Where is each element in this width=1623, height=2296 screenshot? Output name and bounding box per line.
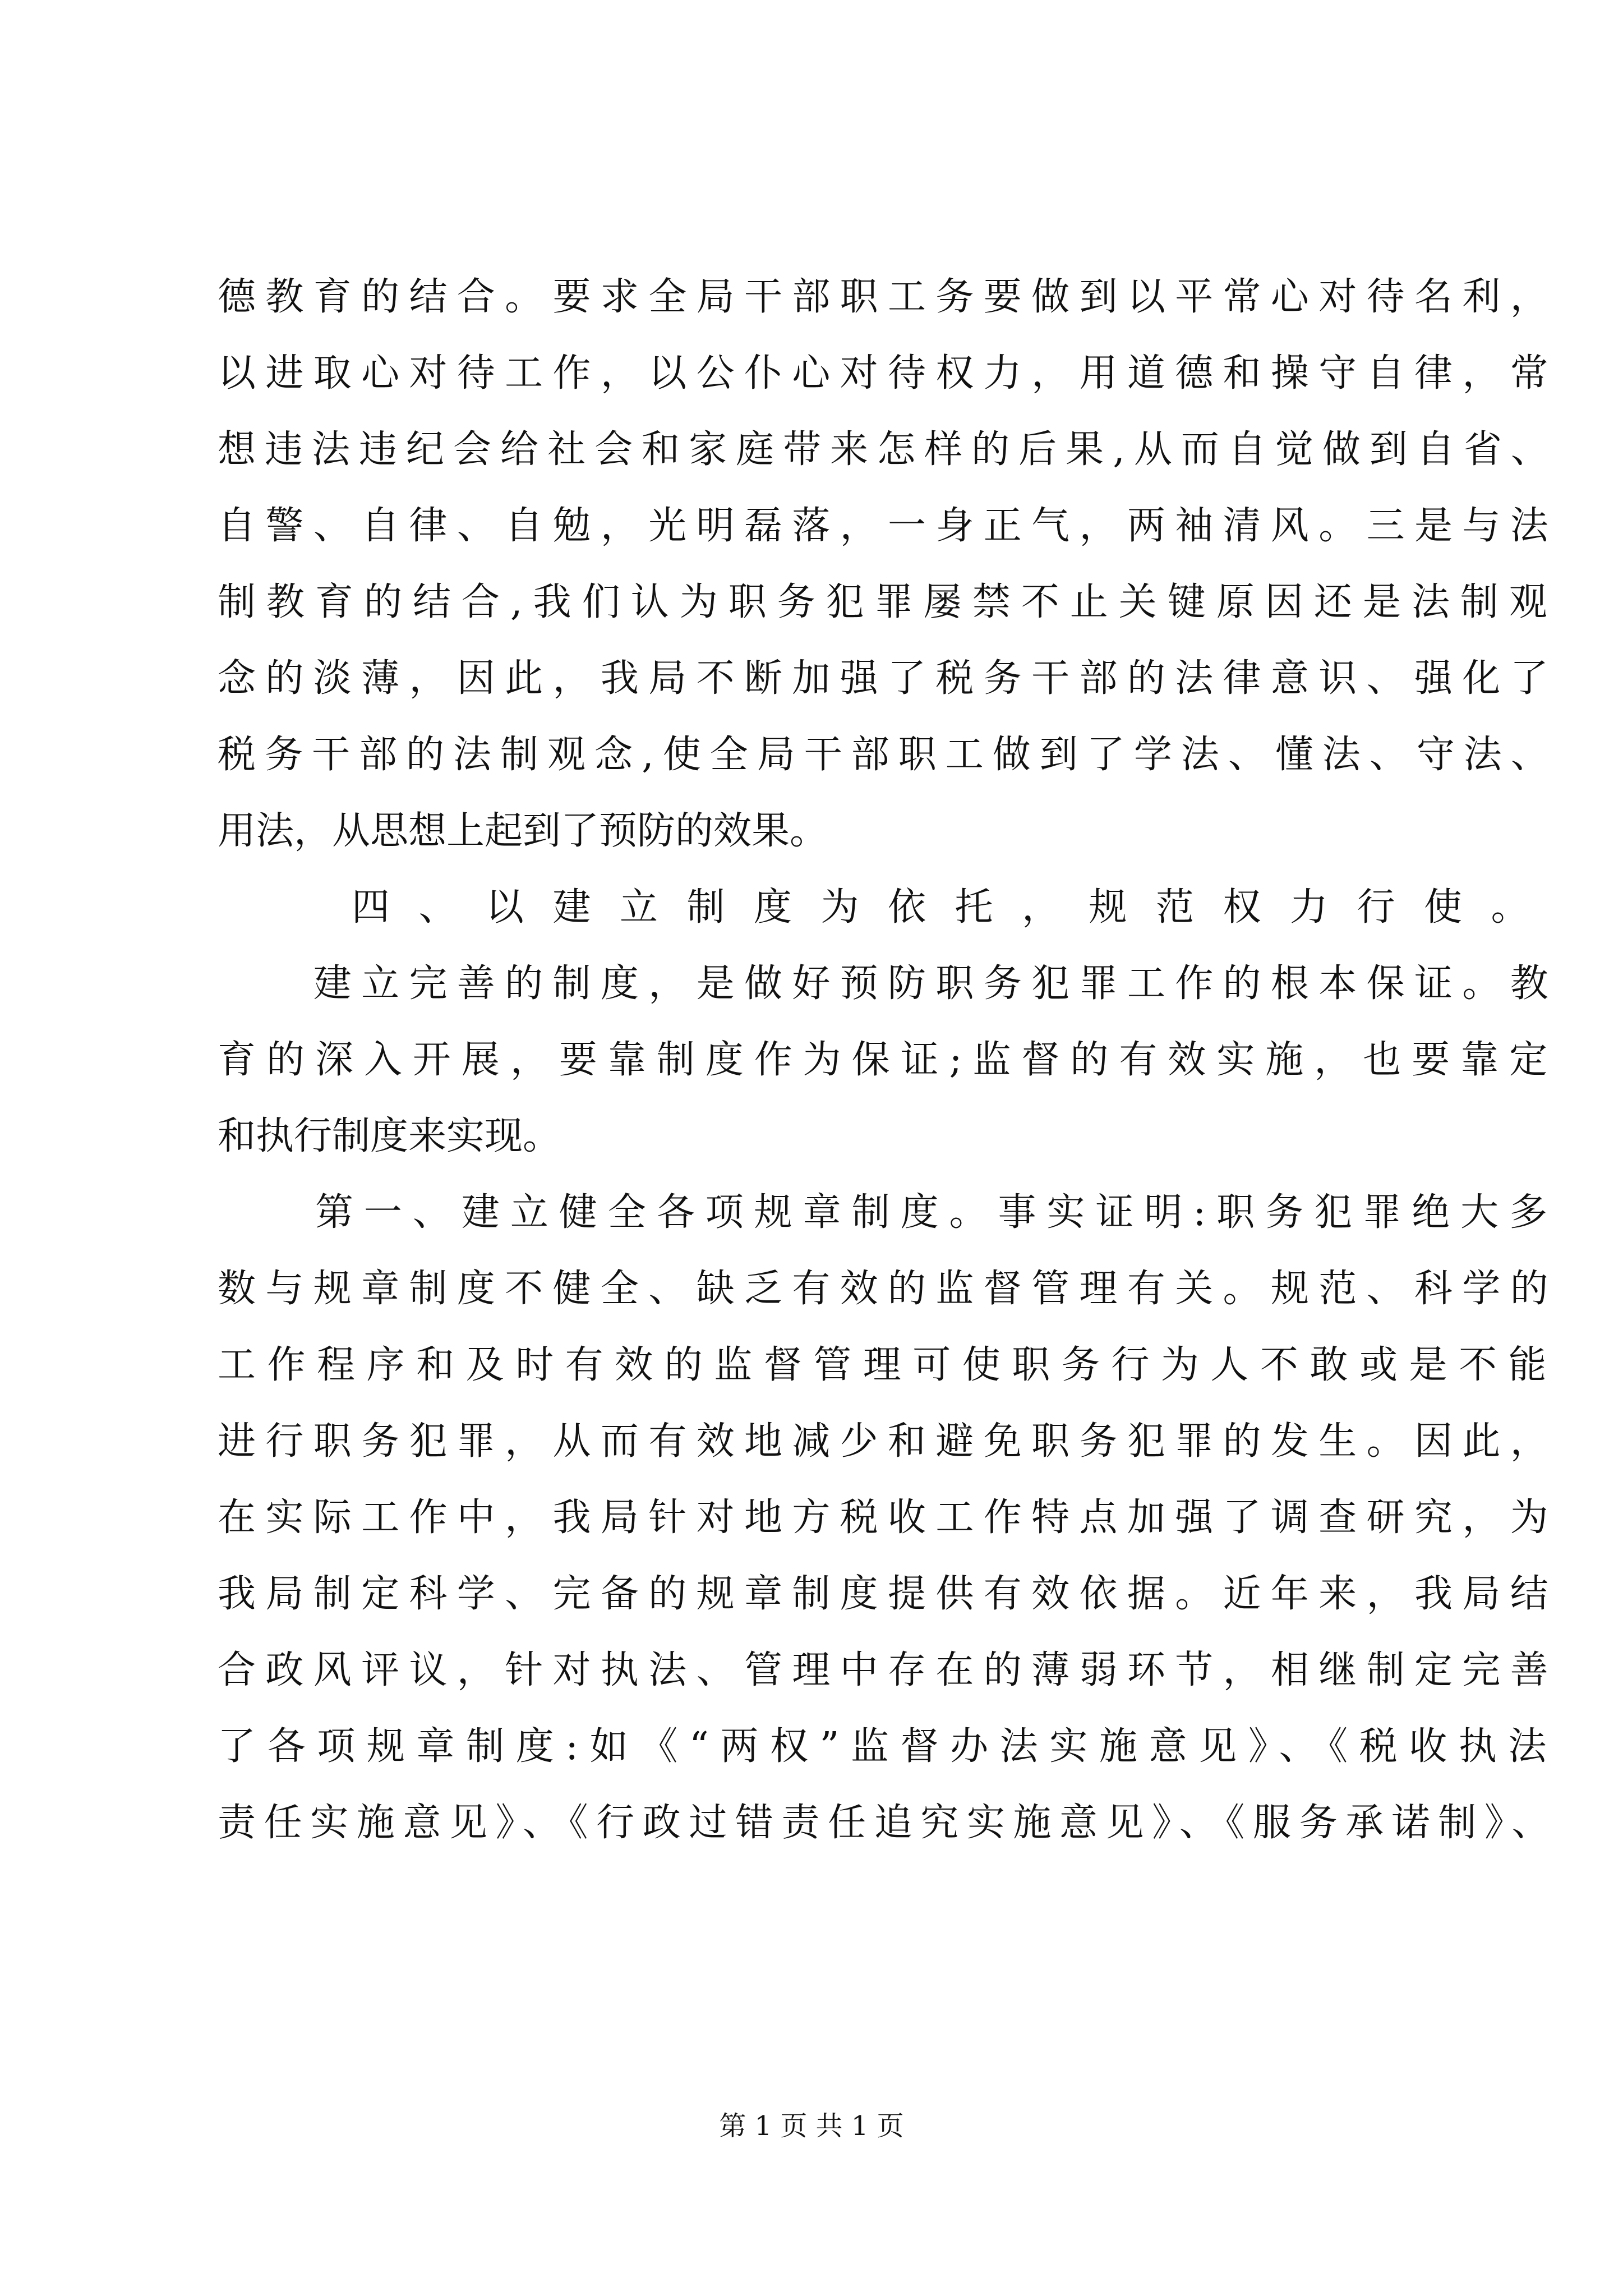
page-footer: 第 1 页 共 1 页: [719, 2110, 904, 2142]
body-line-13: 第一、建立健全各项规章制度。事实证明:职务犯罪绝大多: [218, 1190, 1559, 1235]
body-line-16: 进行职务犯罪，从而有效地减少和避免职务犯罪的发生。因此，: [218, 1419, 1559, 1464]
body-line-14: 数与规章制度不健全、缺乏有效的监督管理有关。规范、科学的: [218, 1267, 1559, 1311]
body-line-10: 建立完善的制度，是做好预防职务犯罪工作的根本保证。教: [218, 961, 1559, 1006]
body-line-8: 用法，从思想上起到了预防的效果。: [218, 809, 828, 853]
body-line-21: 责任实施意见》、《行政过错责任追究实施意见》、《服务承诺制》、: [218, 1801, 1558, 1845]
body-line-1: 德教育的结合。要求全局干部职工务要做到以平常心对待名利，: [218, 275, 1559, 319]
body-line-19: 合政风评议，针对执法、管理中存在的薄弱环节，相继制定完善: [218, 1648, 1559, 1692]
body-line-2: 以进取心对待工作，以公仆心对待权力，用道德和操守自律，常: [218, 351, 1559, 395]
body-line-12: 和执行制度来实现。: [218, 1114, 561, 1158]
body-line-7: 税务干部的法制观念,使全局干部职工做到了学法、懂法、守法、: [218, 733, 1558, 777]
body-line-4: 自警、自律、自勉，光明磊落，一身正气，两袖清风。三是与法: [218, 504, 1559, 548]
body-line-20: 了各项规章制度:如《“两权”监督办法实施意见》、《税收执法: [218, 1724, 1559, 1769]
body-line-17: 在实际工作中，我局针对地方税收工作特点加强了调查研究，为: [218, 1496, 1559, 1540]
body-line-15: 工作程序和及时有效的监督管理可使职务行为人不敢或是不能: [218, 1343, 1559, 1387]
body-line-18: 我局制定科学、完备的规章制度提供有效依据。近年来，我局结: [218, 1572, 1559, 1616]
section-heading: 四、以建立制度为依托，规范权力行使。: [218, 885, 1559, 930]
body-line-3: 想违法违纪会给社会和家庭带来怎样的后果,从而自觉做到自省、: [218, 427, 1558, 472]
body-line-5: 制教育的结合,我们认为职务犯罪屡禁不止关键原因还是法制观: [218, 580, 1558, 624]
body-line-6: 念的淡薄，因此，我局不断加强了税务干部的法律意识、强化了: [218, 656, 1559, 701]
body-line-11: 育的深入开展，要靠制度作为保证;监督的有效实施，也要靠定: [218, 1038, 1559, 1082]
